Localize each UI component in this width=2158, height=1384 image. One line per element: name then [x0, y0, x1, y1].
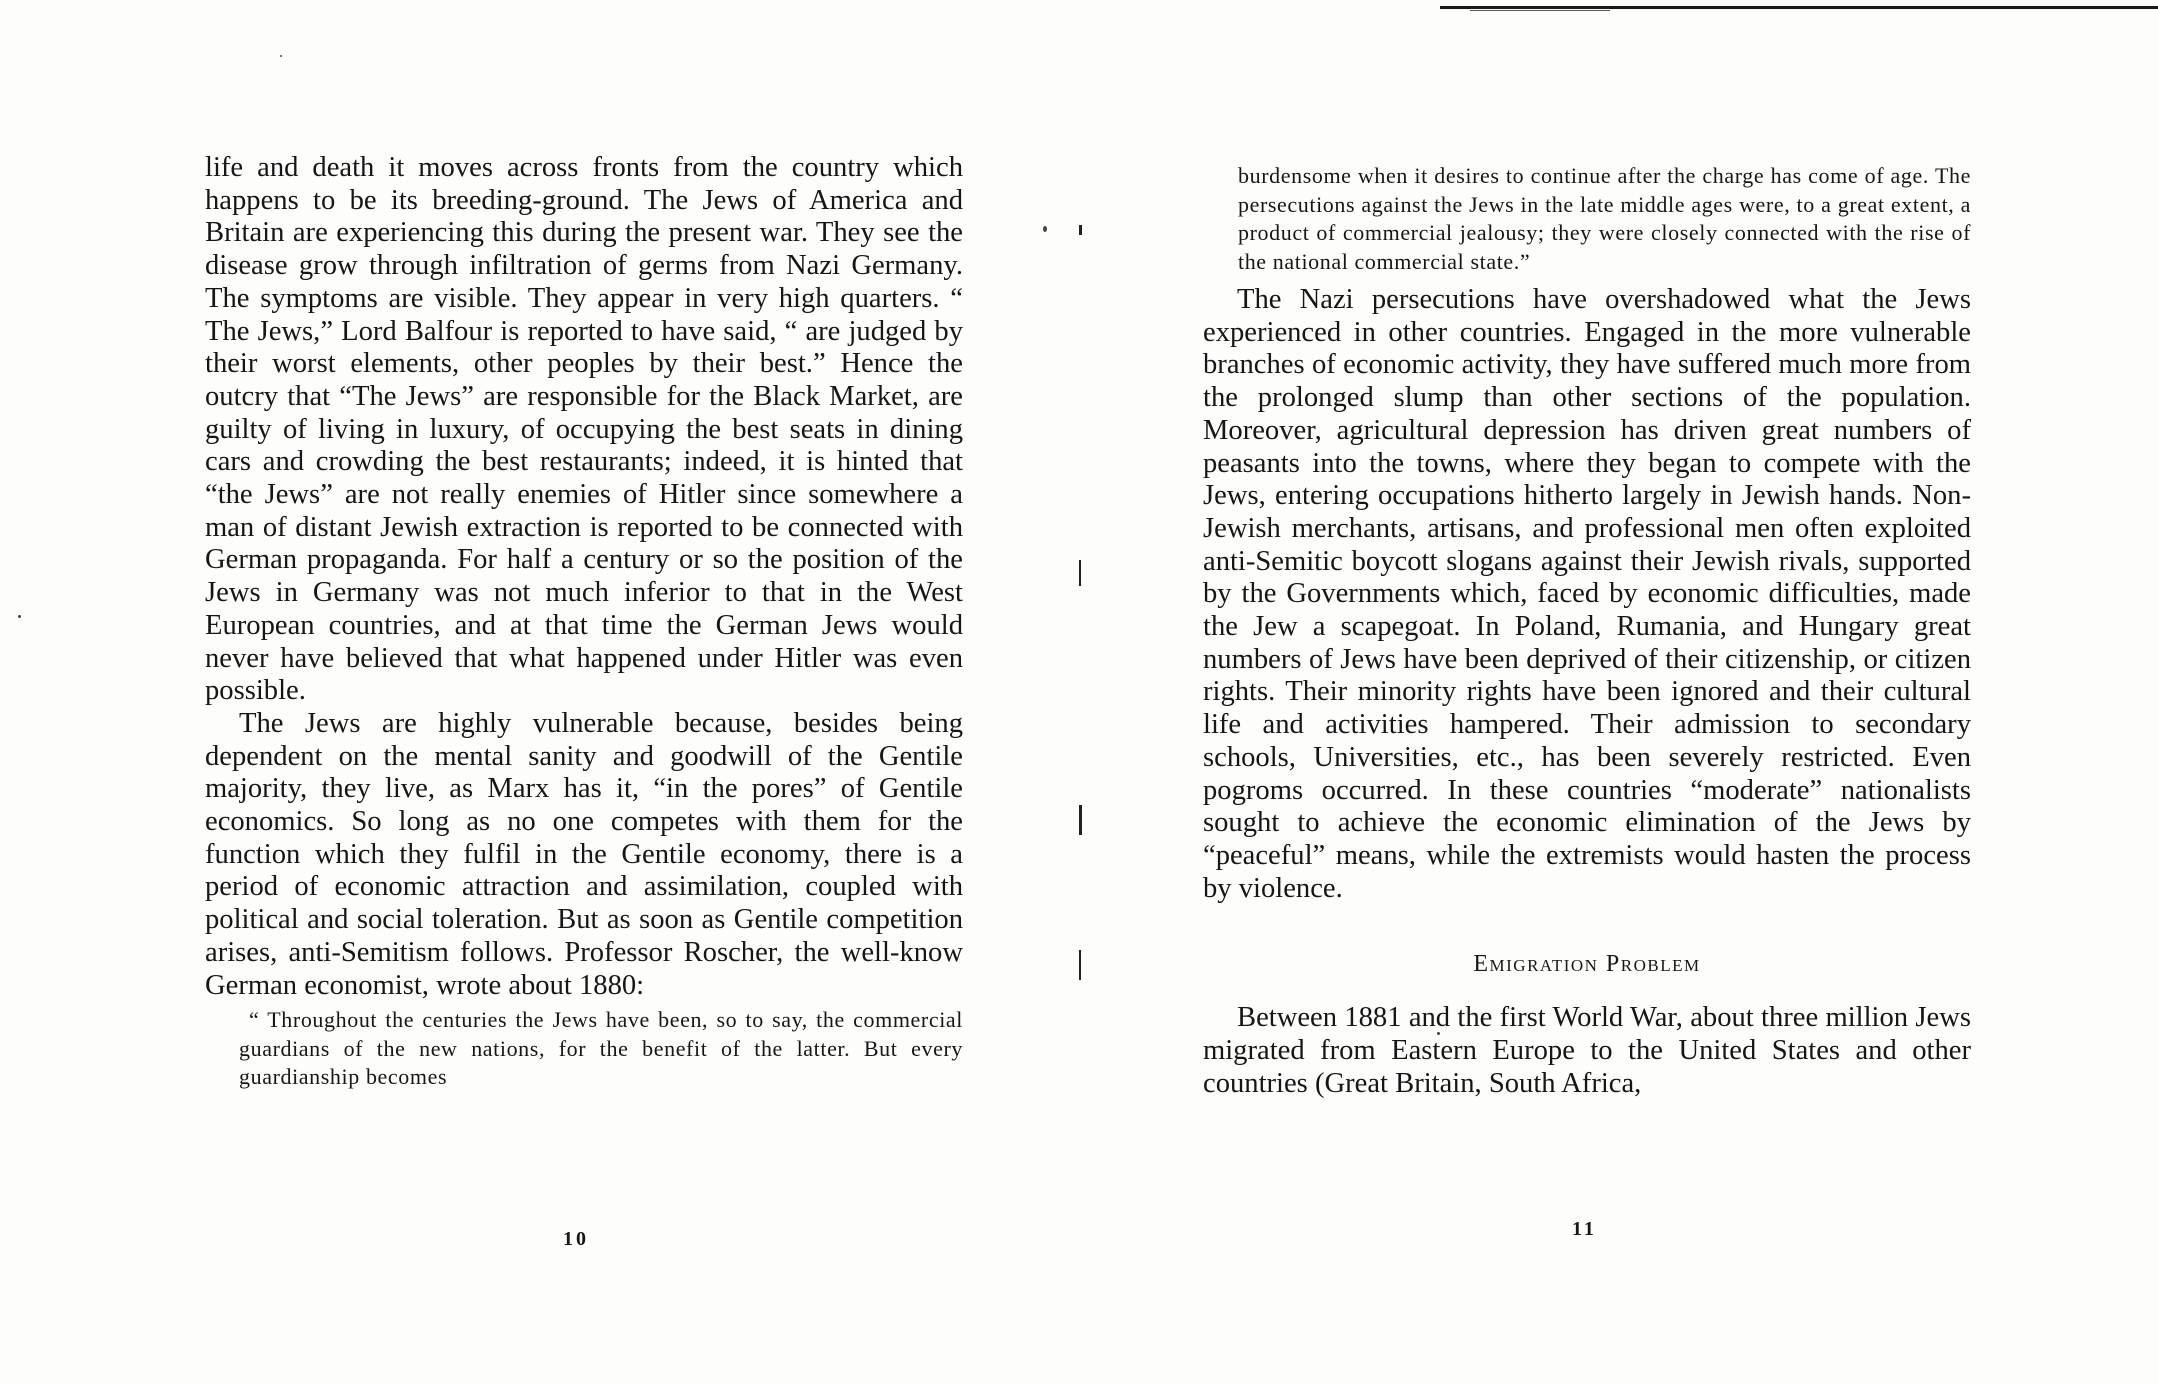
gutter-mark — [1079, 560, 1081, 586]
left-page — [205, 152, 963, 1092]
section-paragraph: Between 1881 and the first World War, about three million Jews migrated from Eastern Europe to the United States and other countries (Great Britain, South Africa, — [1203, 1002, 1971, 1099]
right-paragraph-1: The Nazi persecutions have overshadowed what the Jews experienced in other countries. Engaged in the more vulnerable branches of economic activity, they have suffered much more from the prolonged slump than other sections of the population. Moreover, agricultural depression has driven great numbers of peasants into the towns, where they began to compete with the Jews, entering occupations hitherto largely in Jewish hands. Non-Jewish merchants, artisans, and professional men often exploited anti-Semitic boycott slogans against their Jewish rivals, supported by the Governments which, faced by economic difficulties, made the Jew a scapegoat. In Poland, Rumania, and Hungary great numbers of Jews have been deprived of their citizenship, or citizen rights. Their minority rights have been ignored and their cultural life and activities hampered. Their admission to secondary schools, Universities, etc., has been severely restricted. Even pogroms occurred. In these countries “moderate” nationalists sought to achieve the economic elimination of the Jews by “peaceful” means, while the extremists would hasten the process by violence. — [1203, 284, 1971, 904]
scan-speck — [18, 615, 21, 618]
section-heading: Emigration Problem — [1473, 951, 1701, 978]
gutter-mark — [1079, 950, 1081, 980]
left-paragraph-1: life and death it moves across fronts from the country which happens to be its breeding-ground. The Jews of America and Britain are experiencing this during the present war. They see the disease grow through infiltration of germs from Nazi Germany. The symptoms are visible. They appear in very high quarters. “ The Jews,” Lord Balfour is reported to have said, “ are judged by their worst elements, other peoples by their best.” Hence the outcry that “The Jews” are responsible for the Black Market, are guilty of living in luxury, of occupying the best seats in dining cars and crowding the best restaurants; indeed, it is hinted that “the Jews” are not really enemies of Hitler since somewhere a man of distant Jewish extraction is reported to be connected with German propaganda. For half a century or so the position of the Jews in Germany was not much inferior to that in the West European countries, and at that time the German Jews would never have believed that what happened under Hitler was even possible. — [205, 152, 963, 707]
gutter-mark — [1079, 805, 1082, 835]
page-number-left: 10 — [563, 1228, 589, 1250]
roscher-quote-continued: burdensome when it desires to continue after the charge has come of age. The persecutions against the Jews in the late middle ages were, to a great extent, a product of commercial jealousy; they were closely connected with the rise of the national commercial state.” — [1238, 163, 1971, 274]
roscher-quote: “ Throughout the centuries the Jews have been, so to say, the commercial guardians of the new nations, for the benefit of the latter. But every guardianship becomes — [239, 1007, 963, 1090]
right-page — [1203, 162, 1971, 1100]
scan-edge-rule-thin — [1470, 10, 1610, 11]
scan-speck — [1043, 226, 1047, 232]
scan-speck — [280, 55, 282, 57]
left-paragraph-2: The Jews are highly vulnerable because, besides being dependent on the mental sanity and goodwill of the Gentile majority, they live, as Marx has it, “in the pores” of Gentile economics. So long as no one competes with them for the function which they fulfil in the Gentile economy, there is a period of economic attraction and assimilation, coupled with political and social toleration. But as soon as Gentile competition arises, anti-Semitism follows. Professor Roscher, the well-know German economist, wrote about 1880: — [205, 707, 963, 1001]
gutter-mark — [1079, 225, 1082, 235]
scan-edge-rule — [1440, 6, 2158, 9]
page-number-right: 11 — [1572, 1218, 1597, 1240]
